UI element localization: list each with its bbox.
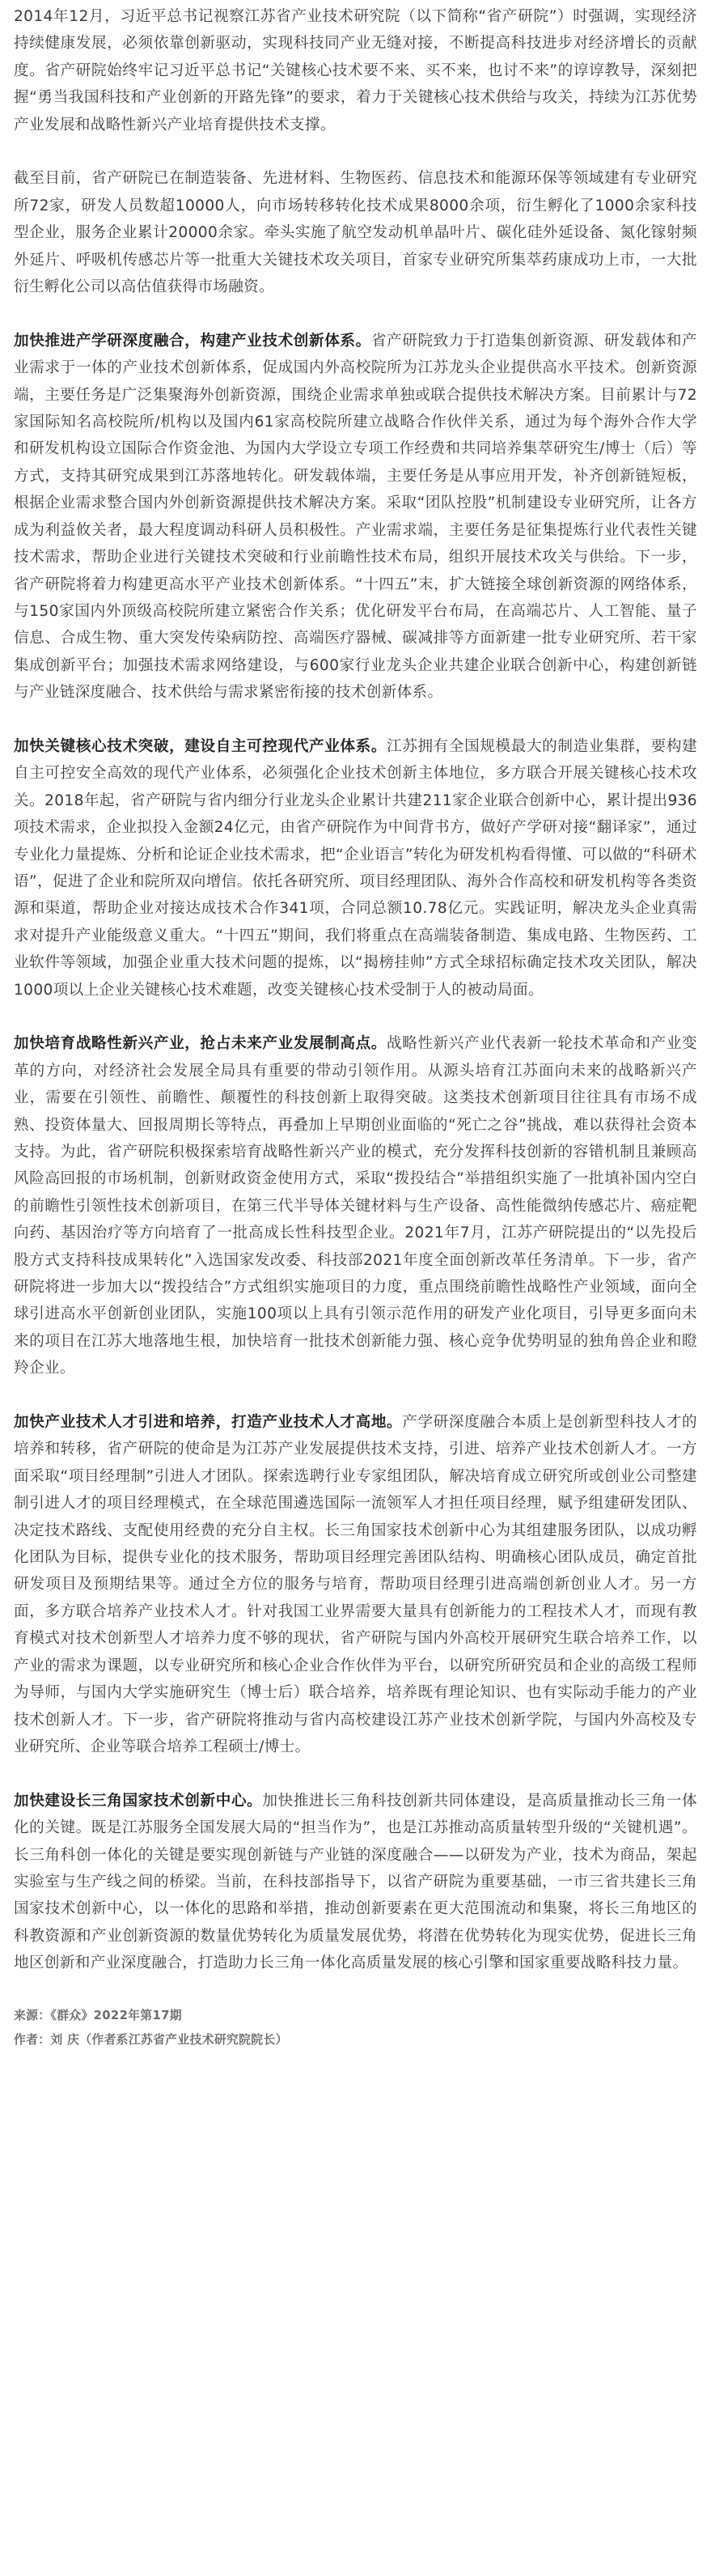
paragraph-industry-academia-text: 省产研院致力于打造集创新资源、研发载体和产业需求于一体的产业技术创新体系，促成国内外高校院所为江苏龙头企业提供高水平技术。创新资源端，主要任务是广泛集聚海外创新资源，围绕企业需求单独或联合提供技术解决方案。目前累计与72家国际知名高校院所/机构以及国内61家高校院所建立战略合作伙伴关系，通过为每个海外合作大学和研发机构设立国际合作资金池、为国内大学设立专项工作经费和共同培养集萃研究生/博士（后）等方式，支持其研究成果到江苏落地转化。研发载体端，主要任务是从事应用开发，补齐创新链短板，根据企业需求整合国内外创新资源提供技术解决方案。采取“团队控股”机制建设专业研究所，让各方成为利益攸关者，最大程度调动科研人员积极性。产业需求端，主要任务是征集提炼行业代表性关键技术需求，帮助企业进行关键技术突破和行业前瞻性技术布局，组织开展技术攻关与供给。下一步，省产研院将着力构建更高水平产业技术创新体系。“十四五”末，扩大链接全球创新资源的网络体系，与150家国内外顶级高校院所建立紧密合作关系；优化研发平台布局，在高端芯片、人工智能、量子信息、合成生物、重大突发传染病防控、高端医疗器械、碳减排等方面新建一批专业研究所、若干家集成创新平台；加强技术需求网络建设，与600家行业龙头企业共建企业联合创新中心，构建创新链与产业链深度融合、技术供给与需求紧密衔接的技术创新体系。 (14, 332, 697, 702)
paragraph-core-technology (14, 733, 697, 1004)
paragraph-intro-text: 2014年12月，习近平总书记视察江苏省产业技术研究院（以下简称“省产研院”）时强调，实现经济持续健康发展，必须依靠创新驱动，实现科技同产业无缝对接，不断提高科技进步对经济增长的贡献度。省产研院始终牢记习近平总书记“关键核心技术要不来、买不来，也讨不来”的谆谆教导，深刻把握“勇当我国科技和产业创新的开路先锋”的要求，着力于关键核心技术供给与攻关，持续为江苏优势产业发展和战略性新兴产业培育提供技术支撑。 (14, 8, 697, 134)
paragraph-industry-academia (14, 328, 697, 707)
paragraph-emerging-industries (14, 1030, 697, 1381)
article-author: 作者：刘 庆（作者系江苏省产业技术研究院院长） (14, 2032, 288, 2047)
section-heading-talent: 加快产业技术人才引进和培养，打造产业技术人才高地。 (14, 1414, 403, 1432)
paragraph-core-technology-text: 江苏拥有全国规模最大的制造业集群，要构建自主可控安全高效的现代产业体系，必须强化企业技术创新主体地位，多方联合开展关键核心技术攻关。2018年起，省产研院与省内细分行业龙头企业累计共建211家企业联合创新中心，累计提出936项技术需求，企业拟投入金额24亿元，由省产研院作为中间背书方，做好产学研对接“翻译家”，通过专业化力量提炼、分析和论证企业技术需求，把“企业语言”转化为研发机构看得懂、可以做的“科研术语”，促进了企业和院所双向增信。依托各研究所、项目经理团队、海外合作高校和研发机构等各类资源和渠道，帮助企业对接达成技术合作341项，合同总额10.78亿元。实践证明，解决龙头企业真需求对提升产业能级意义重大。“十四五”期间，我们将重点在高端装备制造、集成电路、生物医药、工业软件等领域，加强企业重大技术问题的提炼，以“揭榜挂帅”方式全球招标确定技术攻关团队，解决1000项以上企业关键核心技术难题，改变关键核心技术受制于人的被动局面。 (14, 737, 697, 999)
paragraph-yangtze-delta (14, 1788, 697, 1977)
paragraph-achievements (14, 165, 697, 300)
paragraph-yangtze-delta-text: 加快推进长三角科技创新共同体建设，是高质量推动长三角一体化的关键。既是江苏服务全国发展大局的“担当作为”，也是江苏推动高质量转型升级的“关键机遇”。长三角科创一体化的关键是要实现创新链与产业链的深度融合——以研发为产业，技术为商品，架起实验室与生产线之间的桥梁。当前，在科技部指导下，以省产研院为重要基础，一市三省共建长三角国家技术创新中心，以一体化的思路和举措，推动创新要素在更大范围流动和集聚，将长三角地区的科教资源和产业创新资源的数量优势转化为质量发展优势，将潜在优势转化为现实优势，促进长三角地区创新和产业深度融合，打造助力长三角一体化高质量发展的核心引擎和国家重要战略科技力量。 (14, 1792, 697, 1972)
section-heading-industry-academia: 加快推进产学研深度融合，构建产业技术创新体系。 (14, 332, 371, 350)
article-source: 来源：《群众》2022年第17期 (14, 2008, 182, 2022)
paragraph-achievements-text: 截至目前，省产研院已在制造装备、先进材料、生物医药、信息技术和能源环保等领域建有专业研究所72家，研发人员数超10000人，向市场转移转化技术成果8000余项，衍生孵化了1000余家科技型企业，服务企业累计20000余家。牵头实施了航空发动机单晶叶片、碳化硅外延设备、氮化镓射频外延片、呼吸机传感芯片等一批重大关键技术攻关项目，首家专业研究所集萃药康成功上市，一大批衍生孵化公司以高估值获得市场融资。 (14, 170, 697, 296)
section-heading-emerging-industries: 加快培育战略性新兴产业，抢占未来产业发展制高点。 (14, 1035, 387, 1053)
section-heading-yangtze-delta: 加快建设长三角国家技术创新中心。 (14, 1792, 263, 1810)
article (14, 3, 697, 2052)
section-heading-core-technology: 加快关键核心技术突破，建设自主可控现代产业体系。 (14, 737, 387, 755)
paragraph-talent (14, 1409, 697, 1760)
paragraph-intro (14, 3, 697, 138)
article-footer (14, 2004, 697, 2052)
paragraph-talent-text: 产学研深度融合本质上是创新型科技人才的培养和转移，省产研院的使命是为江苏产业发展提供技术支持，引进、培养产业技术创新人才。一方面采取“项目经理制”引进人才团队。探索选聘行业专家组团队，解决培育成立研究所或创业公司整建制引进人才的项目经理模式，在全球范围遴选国际一流领军人才担任项目经理，赋予组建研发团队、决定技术路线、支配使用经费的充分自主权。长三角国家技术创新中心为其组建服务团队，以成功孵化团队为目标，提供专业化的技术服务，帮助项目经理完善团队结构、明确核心团队成员，确定首批研发项目及预期结果等。通过全方位的服务与培育，帮助项目经理引进高端创新创业人才。另一方面，多方联合培养产业技术人才。针对我国工业界需要大量具有创新能力的工程技术人才，而现有教育模式对技术创新型人才培养力度不够的现状，省产研院与国内外高校开展研究生联合培养工作，以产业的需求为课题，以专业研究所和核心企业合作伙伴为平台，以研究所研究员和企业的高级工程师为导师，与国内大学实施研究生（博士后）联合培养，培养既有理论知识、也有实际动手能力的产业技术创新人才。下一步，省产研院将推动与省内高校建设江苏产业技术创新学院，与国内外高校及专业研究所、企业等联合培养工程硕士/博士。 (14, 1414, 697, 1755)
paragraph-emerging-industries-text: 战略性新兴产业代表新一轮技术革命和产业变革的方向，对经济社会发展全局具有重要的带动引领作用。从源头培育江苏面向未来的战略新兴产业，需要在引领性、前瞻性、颠覆性的科技创新上取得突破。这类技术创新项目往往具有市场不成熟、投资体量大、回报周期长等特点，再叠加上早期创业面临的“死亡之谷”挑战，难以获得社会资本支持。为此，省产研院积极探索培育战略性新兴产业的模式，充分发挥科技创新的容错机制且兼顾高风险高回报的市场机制，创新财政资金使用方式，采取“拨投结合”举措组织实施了一批填补国内空白的前瞻性引领性技术创新项目，在第三代半导体关键材料与生产设备、高性能微纳传感芯片、癌症靶向药、基因治疗等方向培育了一批高成长性科技型企业。2021年7月，江苏产研院提出的“以先投后股方式支持科技成果转化”入选国家发改委、科技部2021年度全面创新改革任务清单。下一步，省产研院将进一步加大以“拨投结合”方式组织实施项目的力度，重点围绕前瞻性战略性产业领域，面向全球引进高水平创新创业团队，实施100项以上具有引领示范作用的研发产业化项目，引导更多面向未来的项目在江苏大地落地生根，加快培育一批技术创新能力强、核心竞争优势明显的独角兽企业和瞪羚企业。 (14, 1035, 697, 1377)
